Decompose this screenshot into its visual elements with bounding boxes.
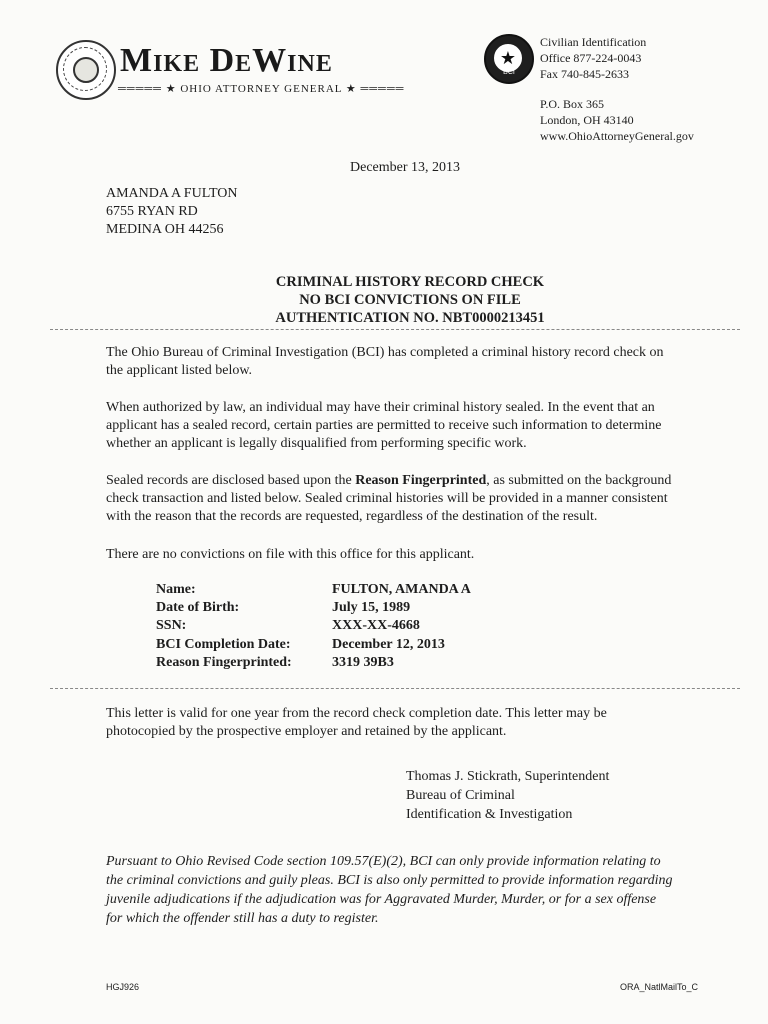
bci-seal: [484, 34, 534, 84]
contact-po-box: P.O. Box 365: [540, 97, 605, 111]
field-label-ssn: SSN:: [156, 618, 187, 633]
reason-fingerprinted-emphasis: Reason Fingerprinted: [355, 473, 487, 488]
validity-statement: This letter is valid for one year from the record check completion date. This letter may be photocopied by the prospective employer and retained by the applicant.: [106, 706, 607, 739]
divider: [50, 688, 740, 689]
contact-fax: Fax 740-845-2633: [540, 67, 629, 81]
letter-date: December 13, 2013: [350, 160, 461, 175]
paragraph-1: The Ohio Bureau of Criminal Investigation (BCI) has completed a criminal history record check on the applicant listed below.: [106, 345, 664, 378]
field-label-name: Name:: [156, 582, 196, 597]
signature-name: Thomas J. Stickrath, Superintendent: [406, 769, 610, 784]
heading-line3: AUTHENTICATION NO. NBT0000213451: [275, 310, 545, 326]
field-value-reason: 3319 39B3: [332, 655, 394, 670]
contact-office-phone: Office 877-224-0043: [540, 51, 642, 65]
field-value-name: FULTON, AMANDA A: [332, 582, 471, 597]
signature-division: Identification & Investigation: [406, 807, 573, 822]
signature-bureau: Bureau of Criminal: [406, 788, 515, 803]
footer-code-left: HGJ926: [106, 982, 140, 992]
field-label-reason: Reason Fingerprinted:: [156, 655, 292, 670]
field-value-completion-date: December 12, 2013: [332, 637, 445, 652]
recipient-name: AMANDA A FULTON: [106, 186, 238, 201]
heading-line1: CRIMINAL HISTORY RECORD CHECK: [275, 274, 545, 290]
contact-website: www.OhioAttorneyGeneral.gov: [540, 129, 694, 143]
paragraph-2: When authorized by law, an individual may have their criminal history sealed. In the event that an applicant has a sealed record, certain parties are permitted to receive such information to determine whether an applicant is legally disqualified from performing specific work.: [106, 400, 662, 451]
footer-code-right: ORA_NatlMailTo_C: [620, 982, 699, 992]
letterhead-name: Mike DeWine: [120, 42, 333, 79]
heading-line2: NO BCI CONVICTIONS ON FILE: [299, 292, 521, 308]
letterhead-office: ═════ ★ OHIO ATTORNEY GENERAL ★ ═════: [118, 83, 405, 95]
recipient-street: 6755 RYAN RD: [106, 204, 198, 219]
field-label-dob: Date of Birth:: [156, 600, 240, 615]
recipient-city: MEDINA OH 44256: [106, 222, 224, 237]
contact-unit: Civilian Identification: [540, 35, 647, 49]
legal-notice: Pursuant to Ohio Revised Code section 109.57(E)(2), BCI can only provide information relating to the criminal convictions and guily pleas. BCI is also only permitted to provide information regarding juvenile adjudications if the adjudication was for Aggravated Murder, Murder, or for a sex offense for which the offender still has a duty to register.: [106, 854, 673, 926]
divider: [50, 329, 740, 330]
field-value-dob: July 15, 1989: [332, 600, 411, 615]
paragraph-4: There are no convictions on file with this office for this applicant.: [106, 547, 475, 562]
paragraph-3: Sealed records are disclosed based upon the Reason Fingerprinted, as submitted on the background check transaction and listed below. Sealed criminal histories will be provided in a manner consistent with the reason that the records are requested, regardless of the destination of the result.: [106, 473, 672, 524]
field-label-completion-date: BCI Completion Date:: [156, 637, 291, 652]
field-value-ssn: XXX-XX-4668: [332, 618, 420, 633]
attorney-general-seal: [56, 40, 116, 100]
contact-city: London, OH 43140: [540, 113, 634, 127]
star-icon: ★: [499, 48, 517, 68]
bci-seal-label: BCI: [503, 69, 515, 76]
